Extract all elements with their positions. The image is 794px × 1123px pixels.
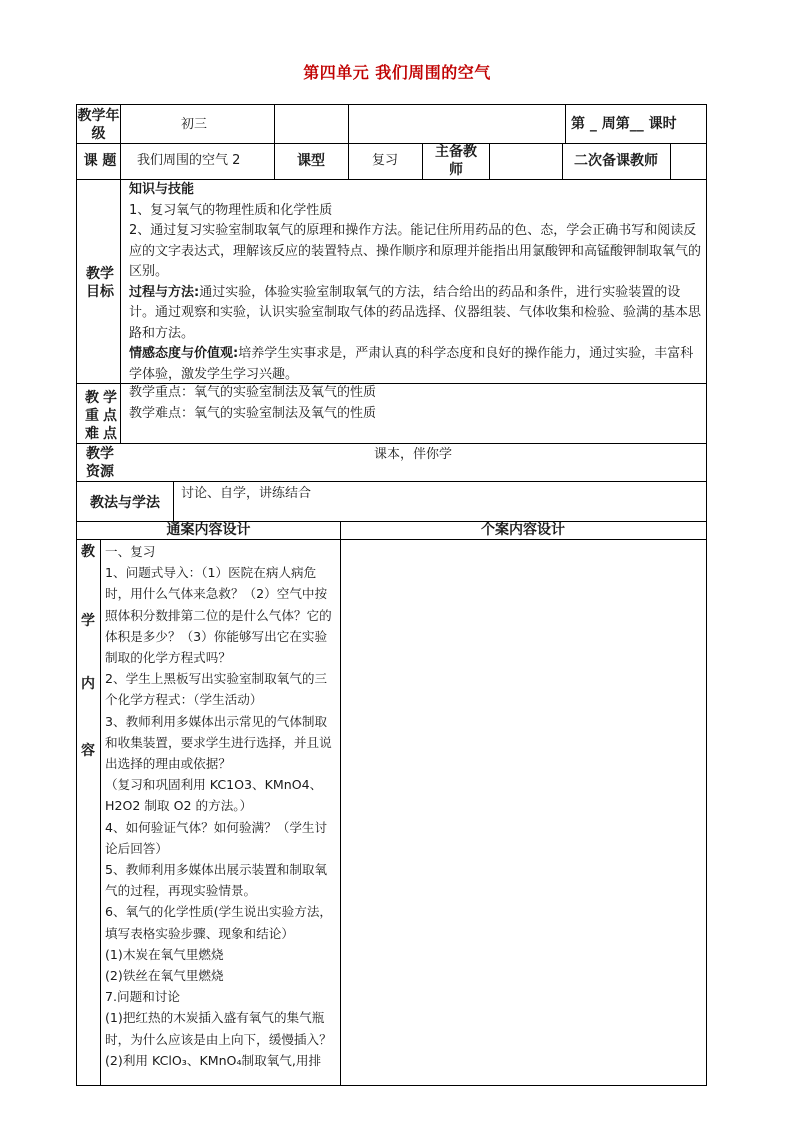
individual-design-heading: 个案内容设计 — [481, 522, 565, 538]
second-teacher-label: 二次备课教师 — [574, 153, 658, 169]
design-side-char: 学 — [81, 613, 95, 629]
week-period: 第 _ 周第__ 课时 — [571, 116, 677, 132]
common-design-content — [105, 541, 337, 1071]
goals-content — [129, 180, 703, 385]
knowledge-heading: 知识与技能 — [129, 182, 195, 197]
design-line: （复习和巩固利用 KC1O3、KMnO4、H2O2 制取 O2 的方法。） — [105, 777, 323, 814]
design-side-char: 内 — [81, 676, 95, 692]
design-line: 4、如何验证气体？如何验满？（学生讨论后回答） — [105, 819, 328, 856]
design-line: 3、教师利用多媒体出示常见的气体制取和收集装置，要求学生进行选择，并且说出选择的理由或依据？ — [105, 713, 332, 772]
resources-value: 课本，伴你学 — [373, 447, 452, 462]
grade-value: 初三 — [181, 117, 208, 132]
process-heading: 过程与方法: — [129, 284, 200, 300]
methods-value: 讨论、自学，讲练结合 — [181, 486, 312, 501]
lesson-plan-table — [76, 104, 707, 1086]
emotion-heading: 情感态度与价值观: — [129, 346, 239, 361]
design-side-char: 教 — [81, 544, 95, 560]
process-text: 通过实验，体验实验室制取氧气的方法，结合给出的药品和条件，进行实验装置的设计。通过观察和实验，认识实验室制取气体的药品选择、仪器组装、气体收集和检验、验满的基本思路和方法。 — [129, 284, 702, 341]
resources-label: 教学资源 — [86, 446, 114, 480]
emotion-text: 培养学生实事求是，严肃认真的科学态度和良好的操作能力，通过实验，丰富科学体验，激发学生学习兴趣。 — [129, 346, 694, 382]
knowledge-item-2: 2、通过复习实验室制取氧气的原理和操作方法。能记住所用药品的色、态，学会正确书写和阅读反应的文字表达式，理解该反应的装置特点、操作顺序和原理并能指出用氯酸钾和高锰酸钾制取氧气的区别。 — [129, 223, 702, 279]
type-label: 课型 — [297, 153, 325, 169]
design-line: (1)把红热的木炭插入盛有氧气的集气瓶时，为什么应该是由上向下，缓慢插入？ — [105, 1010, 332, 1047]
page-title: 第四单元 我们周围的空气 — [303, 63, 491, 82]
design-side-char: 容 — [81, 743, 95, 759]
goals-label: 教学目标 — [86, 266, 114, 300]
key-label-char: 学 — [103, 390, 117, 406]
design-line: 一、复习 — [105, 544, 156, 559]
topic-value: 我们周围的空气 2 — [137, 153, 241, 168]
design-line: (2)利用 KClO₃、KMnO₄制取氧气,用排 — [105, 1052, 322, 1068]
key-label-char: 点 — [103, 408, 117, 424]
design-line: 6、氧气的化学性质(学生说出实验方法，填写表格实验步骤、现象和结论） — [105, 904, 333, 941]
design-line: (2)铁丝在氧气里燃烧 — [105, 968, 224, 984]
key-label-char: 重 — [85, 408, 99, 424]
main-teacher-label: 主备教师 — [435, 144, 477, 178]
key-label-char: 教 — [85, 390, 99, 406]
common-design-heading: 通案内容设计 — [166, 522, 251, 538]
key-label-char: 难 — [85, 426, 99, 442]
design-line: 1、问题式导入：（1）医院在病人病危时，用什么气体来急救？（2）空气中按照体积分数排第二位的是什么气体？它的体积是多少？（3）你能够写出它在实验制取的化学方程式吗？ — [105, 565, 332, 666]
teaching-difficulty: 教学难点：氧气的实验室制法及氧气的性质 — [129, 406, 377, 421]
key-label-char: 点 — [103, 426, 117, 442]
methods-label: 教法与学法 — [90, 495, 160, 511]
teaching-focus: 教学重点：氧气的实验室制法及氧气的性质 — [129, 385, 377, 400]
knowledge-item-1: 1、复习氧气的物理性质和化学性质 — [129, 202, 333, 218]
design-line: 2、学生上黑板写出实验室制取氧气的三个化学方程式：（学生活动） — [105, 671, 328, 708]
design-line: 7.问题和讨论 — [105, 989, 180, 1005]
design-line: 5、教师利用多媒体出展示装置和制取氧气的过程，再现实验情景。 — [105, 862, 328, 899]
type-value: 复习 — [371, 153, 398, 168]
design-line: (1)木炭在氧气里燃烧 — [105, 946, 224, 962]
grade-label: 教学年级 — [77, 108, 120, 142]
topic-label: 课 题 — [83, 153, 117, 169]
